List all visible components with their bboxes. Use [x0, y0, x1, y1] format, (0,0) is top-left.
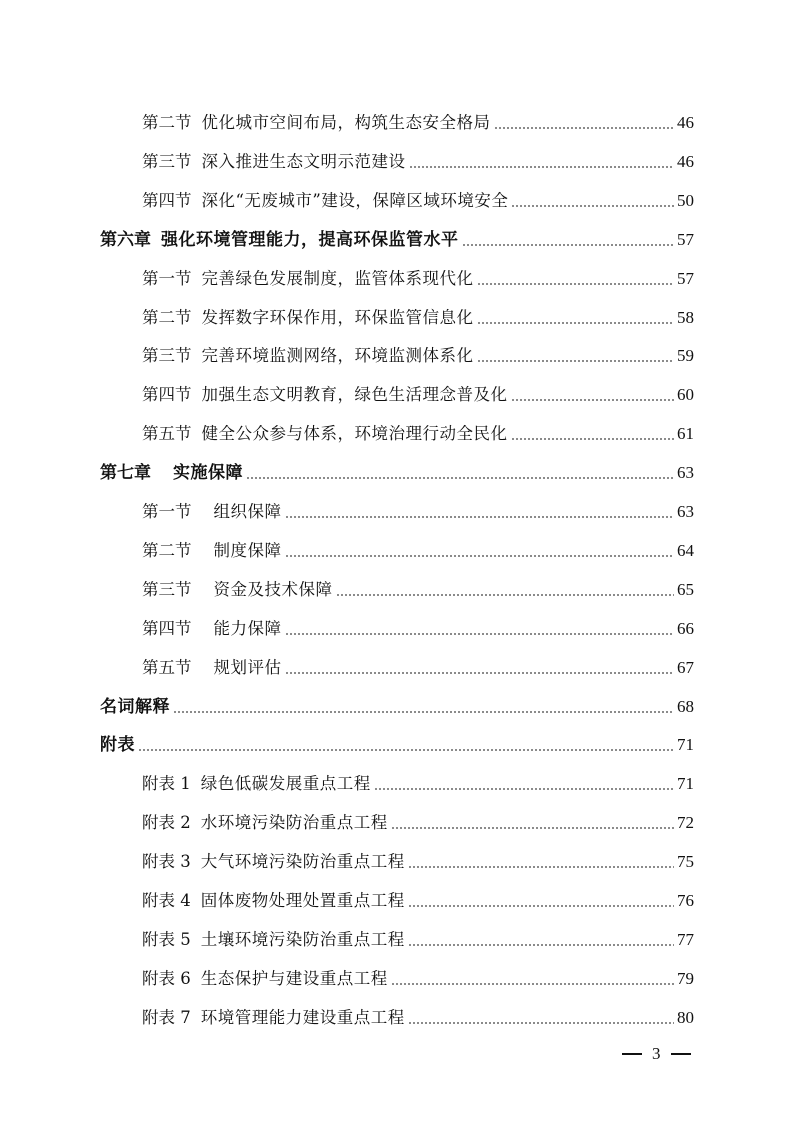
toc-entry-title: 优化城市空间布局，构筑生态安全格局: [201, 113, 491, 132]
toc-dot-leader: [285, 672, 675, 674]
toc-dot-leader: [246, 477, 674, 479]
toc-entry-number: 第一节: [142, 269, 192, 288]
toc-section-row[interactable]: [142, 1003, 694, 1029]
toc-entry-title: 实施保障: [173, 463, 243, 483]
toc-section-row[interactable]: [142, 303, 694, 329]
toc-section-row[interactable]: [142, 264, 694, 290]
toc-entry-title: 名词解释: [100, 697, 170, 717]
toc-page-number: 76: [677, 891, 694, 910]
toc-section-row[interactable]: [142, 497, 694, 523]
toc-page-number: 68: [677, 697, 694, 716]
toc-dot-leader: [477, 360, 675, 362]
toc-entry-number: 第二节: [142, 541, 192, 560]
toc-entry-title: 固体废物处理处置重点工程: [200, 891, 405, 910]
toc-page-number: 67: [677, 658, 694, 677]
toc-dot-leader: [511, 205, 674, 207]
toc-entry-title: 附表: [100, 735, 135, 755]
toc-dot-leader: [494, 127, 675, 129]
page-footer: [622, 1042, 702, 1066]
toc-dot-leader: [462, 244, 675, 246]
toc-entry-number: 第二节: [142, 308, 192, 327]
toc-section-row[interactable]: [142, 186, 694, 212]
toc-entry-title: 深入推进生态文明示范建设: [201, 152, 406, 171]
toc-entry-title: 环境管理能力建设重点工程: [200, 1008, 405, 1027]
toc-page-number: 57: [677, 230, 694, 249]
toc-section-row[interactable]: [142, 108, 694, 134]
toc-section-row[interactable]: [142, 380, 694, 406]
toc-entry-number: 第四节: [142, 619, 192, 638]
toc-entry-title: 深化“无废城市”建设，保障区域环境安全: [201, 191, 509, 210]
toc-page-number: 71: [677, 774, 694, 793]
toc-page-number: 60: [677, 385, 694, 404]
toc-entry-number: 第二节: [142, 113, 192, 132]
toc-chapter-row[interactable]: [100, 730, 694, 756]
toc-entry-title: 发挥数字环保作用，环保监管信息化: [201, 308, 474, 327]
toc-section-row[interactable]: [142, 653, 694, 679]
toc-dot-leader: [511, 438, 675, 440]
toc-dot-leader: [409, 166, 675, 168]
toc-page-number: 61: [677, 424, 694, 443]
toc-dot-leader: [408, 1022, 674, 1024]
footer-dash-right: [671, 1053, 691, 1054]
toc-dot-leader: [391, 983, 674, 985]
toc-entry-number: 第三节: [142, 346, 192, 365]
toc-page-number: 59: [677, 346, 694, 365]
toc-dot-leader: [477, 322, 675, 324]
toc-dot-leader: [173, 711, 674, 713]
toc-page-number: 79: [677, 969, 694, 988]
toc-section-row[interactable]: [142, 341, 694, 367]
toc-chapter-row[interactable]: [100, 225, 694, 251]
toc-page-number: 63: [677, 502, 694, 521]
toc-section-row[interactable]: [142, 614, 694, 640]
toc-entry-title: 资金及技术保障: [213, 580, 333, 599]
toc-dot-leader: [408, 905, 674, 907]
toc-chapter-row[interactable]: [100, 692, 694, 718]
toc-section-row[interactable]: [142, 536, 694, 562]
toc-entry-number: 第三节: [142, 152, 192, 171]
toc-entry-title: 健全公众参与体系，环境治理行动全民化: [201, 424, 508, 443]
footer-dash-left: [622, 1053, 642, 1054]
toc-section-row[interactable]: [142, 808, 694, 834]
toc-dot-leader: [408, 944, 674, 946]
toc-entry-number: 附表 7: [142, 1008, 191, 1027]
toc-dot-leader: [285, 516, 675, 518]
toc-page-number: 71: [677, 735, 694, 754]
toc-dot-leader: [477, 283, 675, 285]
toc-page-number: 77: [677, 930, 694, 949]
toc-entry-number: 附表 2: [142, 813, 191, 832]
toc-entry-title: 生态保护与建设重点工程: [200, 969, 388, 988]
toc-dot-leader: [374, 788, 674, 790]
toc-dot-leader: [285, 555, 675, 557]
toc-entry-title: 组织保障: [213, 502, 282, 521]
toc-page-number: 57: [677, 269, 694, 288]
toc-entry-title: 土壤环境污染防治重点工程: [200, 930, 405, 949]
toc-entry-number: 第六章: [100, 230, 151, 250]
toc-page-number: 58: [677, 308, 694, 327]
toc-section-row[interactable]: [142, 147, 694, 173]
toc-dot-leader: [408, 866, 674, 868]
toc-section-row[interactable]: [142, 886, 694, 912]
toc-dot-leader: [391, 827, 674, 829]
toc-page-number: 75: [677, 852, 694, 871]
toc-page-number: 72: [677, 813, 694, 832]
toc-page-number: 63: [677, 463, 694, 482]
toc-section-row[interactable]: [142, 964, 694, 990]
toc-entry-number: 第七章: [100, 463, 151, 483]
toc-page-number: 46: [677, 113, 694, 132]
toc-page-number: 50: [677, 191, 694, 210]
toc-entry-number: 附表 3: [142, 852, 191, 871]
toc-entry-number: 第五节: [142, 658, 192, 677]
toc-entry-title: 规划评估: [213, 658, 282, 677]
toc-section-row[interactable]: [142, 925, 694, 951]
toc-dot-leader: [285, 633, 675, 635]
toc-page-number: 64: [677, 541, 694, 560]
toc-page-number: 46: [677, 152, 694, 171]
toc-entry-number: 附表 5: [142, 930, 191, 949]
toc-page-number: 66: [677, 619, 694, 638]
toc-entry-number: 第四节: [142, 191, 192, 210]
toc-entry-title: 能力保障: [213, 619, 282, 638]
toc-entry-title: 制度保障: [213, 541, 282, 560]
toc-entry-number: 第三节: [142, 580, 192, 599]
toc-entry-title: 完善绿色发展制度，监管体系现代化: [201, 269, 474, 288]
toc-entry-number: 附表 4: [142, 891, 191, 910]
toc-page-number: 80: [677, 1008, 694, 1027]
toc-entry-number: 第四节: [142, 385, 192, 404]
toc-dot-leader: [511, 399, 675, 401]
toc-dot-leader: [336, 594, 675, 596]
toc-entry-title: 强化环境管理能力，提高环保监管水平: [161, 230, 459, 250]
toc-entry-title: 水环境污染防治重点工程: [200, 813, 388, 832]
toc-entry-number: 第五节: [142, 424, 192, 443]
toc-entry-title: 完善环境监测网络，环境监测体系化: [201, 346, 474, 365]
toc-entry-title: 加强生态文明教育，绿色生活理念普及化: [201, 385, 508, 404]
toc-entry-title: 绿色低碳发展重点工程: [200, 774, 371, 793]
toc-entry-number: 附表 1: [142, 774, 191, 793]
toc-section-row[interactable]: [142, 419, 694, 445]
footer-page-number: 3: [652, 1044, 661, 1063]
toc-entry-title: 大气环境污染防治重点工程: [200, 852, 405, 871]
toc-page-number: 65: [677, 580, 694, 599]
toc-chapter-row[interactable]: [100, 458, 694, 484]
toc-section-row[interactable]: [142, 769, 694, 795]
toc-dot-leader: [138, 749, 674, 751]
toc-section-row[interactable]: [142, 847, 694, 873]
toc-entry-number: 附表 6: [142, 969, 191, 988]
toc-section-row[interactable]: [142, 575, 694, 601]
toc-entry-number: 第一节: [142, 502, 192, 521]
